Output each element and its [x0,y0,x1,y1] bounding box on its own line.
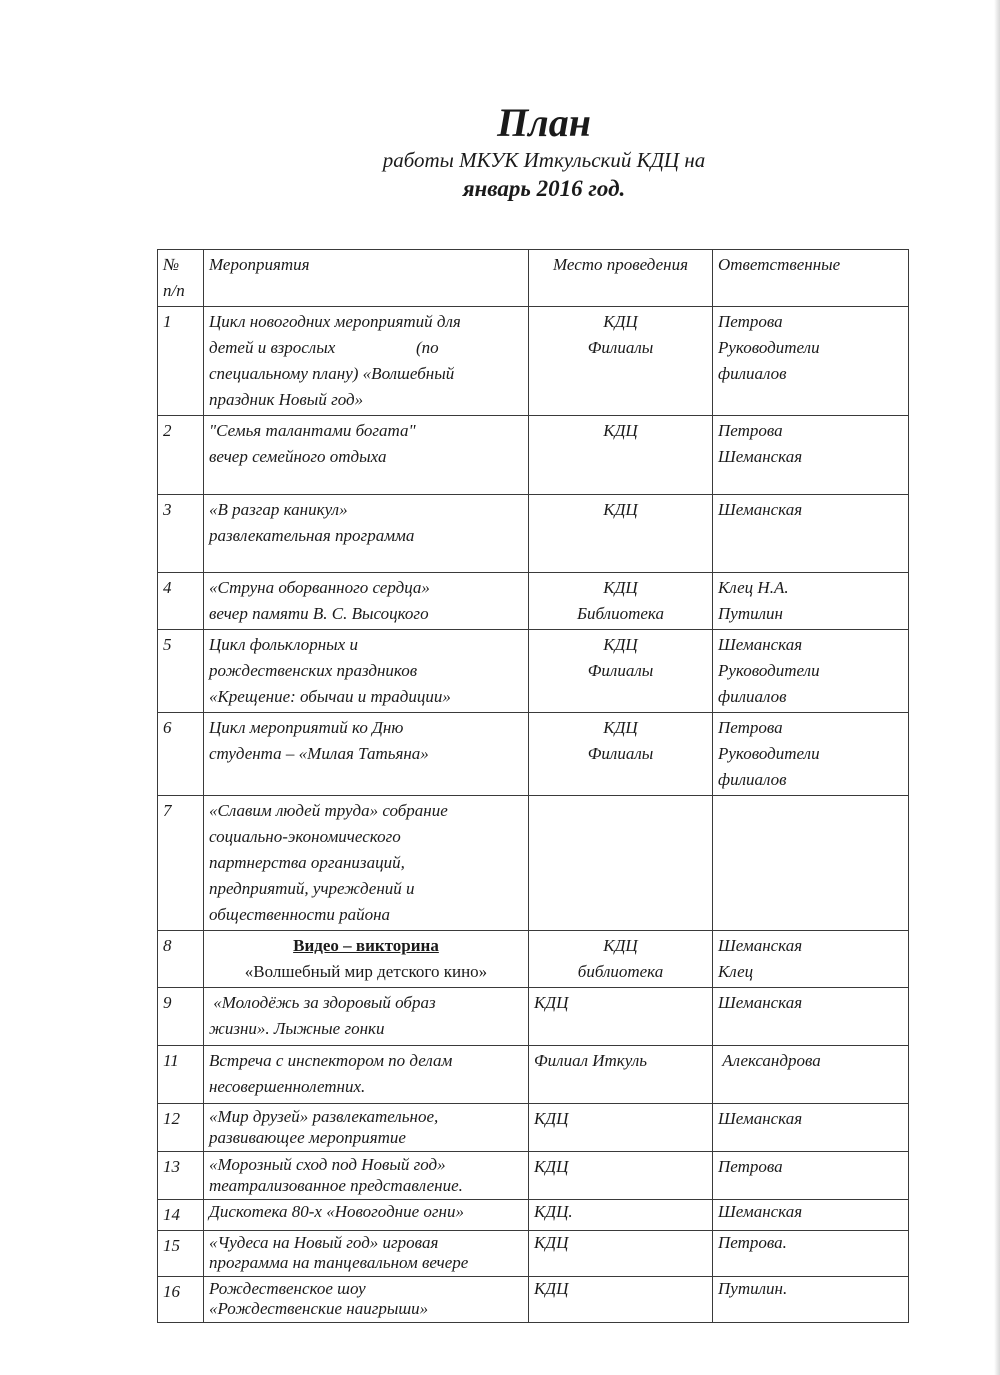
row-num: 11 [158,1046,204,1104]
row-num: 16 [158,1277,204,1323]
row-place: КДЦ. [529,1200,713,1231]
row-event: Цикл мероприятий ко Дню студента – «Милая Татьяна» [204,713,529,796]
row-event: «Славим людей труда» собрание социально-экономического партнерства организаций, предприятий, учреждений и общественности района [204,796,529,931]
row-place: КДЦ [529,416,713,495]
row-num: 13 [158,1152,204,1200]
row-num: 7 [158,796,204,931]
row-place: КДЦ Филиалы [529,713,713,796]
page-edge-shadow [994,0,1000,1375]
table-row [158,630,909,713]
row-num: 5 [158,630,204,713]
table-row [158,416,909,495]
table-row [158,1231,909,1277]
row-event: «Мир друзей» развлекательное, развивающее мероприятие [204,1104,529,1152]
row-responsible: Александрова [713,1046,909,1104]
row-event: Цикл фольклорных и рождественских праздников «Крещение: обычаи и традиции» [204,630,529,713]
row-place: КДЦ [529,1277,713,1323]
row-num: 8 [158,931,204,988]
row-num: 12 [158,1104,204,1152]
row-place: КДЦ [529,988,713,1046]
row-place: КДЦ Филиалы [529,307,713,416]
row-num: 3 [158,495,204,573]
row-event: «Молодёжь за здоровый образ жизни». Лыжные гонки [204,988,529,1046]
table-row [158,988,909,1046]
row-responsible: Петрова Руководители филиалов [713,307,909,416]
table-row [158,796,909,931]
row-responsible: Шеманская [713,1104,909,1152]
row-num: 14 [158,1200,204,1231]
table-header-row [158,250,909,307]
row-event: «В разгар каникул» развлекательная программа [204,495,529,573]
row-place: КДЦ [529,495,713,573]
table-row [158,713,909,796]
row-num: 1 [158,307,204,416]
row-responsible: Путилин. [713,1277,909,1323]
row-place: КДЦ Филиалы [529,630,713,713]
row-event [204,931,529,988]
header-num: № п/п [158,250,204,307]
row-num: 2 [158,416,204,495]
row-place: КДЦ библиотека [529,931,713,988]
row-responsible: Шеманская [713,1200,909,1231]
row-responsible: Шеманская [713,988,909,1046]
row-responsible [713,796,909,931]
table-row [158,1104,909,1152]
row-place: КДЦ [529,1231,713,1277]
row-responsible: Петрова. [713,1231,909,1277]
table-row [158,495,909,573]
row-responsible: Шеманская Клец [713,931,909,988]
document-header [0,100,1000,204]
document-period: январь 2016 год. [462,176,626,201]
table-row [158,1152,909,1200]
row-num: 9 [158,988,204,1046]
row-responsible: Клец Н.А. Путилин [713,573,909,630]
header-responsible: Ответственные [713,250,909,307]
plan-table [157,249,909,1323]
header-place: Место проведения [529,250,713,307]
row-event: «Чудеса на Новый год» игровая программа на танцевальном вечере [204,1231,529,1277]
row-responsible: Петрова Руководители филиалов [713,713,909,796]
table-row [158,573,909,630]
row-responsible: Шеманская Руководители филиалов [713,630,909,713]
row-event: «Морозный сход под Новый год» театрализованное представление. [204,1152,529,1200]
row-responsible: Петрова Шеманская [713,416,909,495]
row-responsible: Петрова [713,1152,909,1200]
table-row [158,1046,909,1104]
table-row [158,307,909,416]
table-row [158,931,909,988]
row-num: 6 [158,713,204,796]
row-place [529,796,713,931]
row-num: 15 [158,1231,204,1277]
document-subtitle: работы МКУК Иткульский КДЦ на [382,148,706,172]
row-event: Встреча с инспектором по делам несовершеннолетних. [204,1046,529,1104]
event-title: Видео – викторина [293,936,439,955]
row-place: КДЦ [529,1104,713,1152]
row-place: КДЦ [529,1152,713,1200]
row-place: КДЦ Библиотека [529,573,713,630]
row-event: Рождественское шоу «Рождественские наигрыши» [204,1277,529,1323]
document-title: План [497,100,591,145]
row-responsible: Шеманская [713,495,909,573]
row-num: 4 [158,573,204,630]
row-event: Цикл новогодних мероприятий для детей и взрослых (по специальному плану) «Волшебный праздник Новый год» [204,307,529,416]
event-subtitle: «Волшебный мир детского кино» [244,962,488,981]
row-event: Дискотека 80-х «Новогодние огни» [204,1200,529,1231]
table-row [158,1200,909,1231]
table-row [158,1277,909,1323]
row-event: "Семья талантами богата" вечер семейного отдыха [204,416,529,495]
header-event: Мероприятия [204,250,529,307]
row-event: «Струна оборванного сердца» вечер памяти В. С. Высоцкого [204,573,529,630]
row-place: Филиал Иткуль [529,1046,713,1104]
